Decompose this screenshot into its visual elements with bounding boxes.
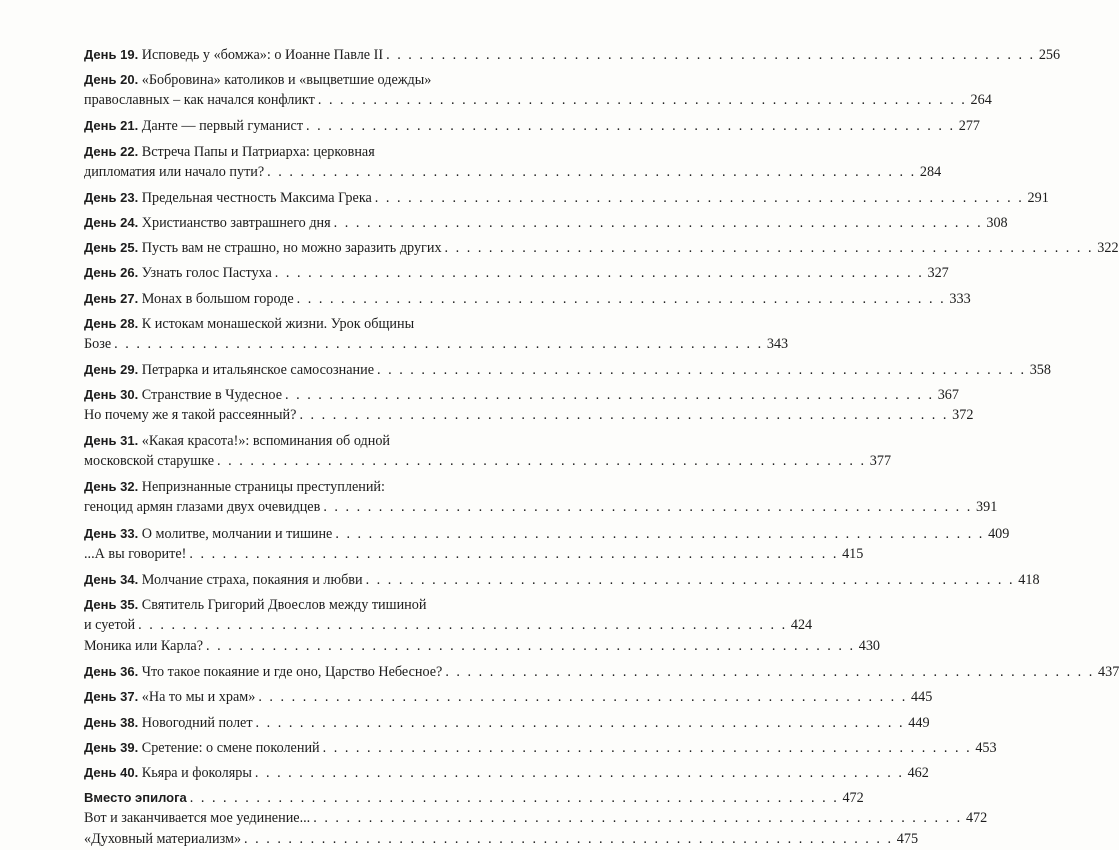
- toc-entry-line: [84, 115, 981, 136]
- toc-entry-line: [84, 90, 992, 111]
- toc-entry-line: [84, 615, 813, 636]
- toc-entry-label: [84, 187, 372, 209]
- toc-entry: [84, 237, 1119, 258]
- toc-leader-dots: [258, 687, 907, 708]
- toc-day-number: День 38.: [84, 714, 139, 730]
- toc-epilogue: [84, 787, 988, 850]
- toc-subentry: [84, 636, 881, 657]
- toc-entry: [84, 141, 942, 183]
- toc-day-number: День 35.: [84, 597, 139, 612]
- toc-entry: [84, 686, 933, 707]
- toc-day-number: День 19.: [84, 47, 139, 62]
- toc-entry-title: московской старушке: [84, 453, 215, 470]
- toc-entry-title: Монах в большом городе: [141, 290, 294, 307]
- toc-day-number: День 39.: [84, 739, 139, 755]
- toc-entry-label: [84, 569, 363, 591]
- toc-entry-line: [84, 430, 514, 451]
- toc-page-number: 322: [1097, 240, 1119, 257]
- toc-entry-label: [84, 141, 375, 163]
- toc-leader-dots: [323, 497, 972, 518]
- toc-entry-line: [84, 451, 892, 472]
- toc-page-number: 372: [952, 407, 974, 424]
- toc-entry-title: Сретение: о смене поколений: [141, 739, 320, 756]
- toc-entry: [84, 384, 974, 426]
- toc-entry-line: [84, 686, 933, 707]
- toc-entry-title: Исповедь у «бомжа»: о Иоанне Павле II: [141, 47, 384, 63]
- toc-day-number: День 28.: [84, 315, 139, 331]
- toc-leader-dots: [377, 360, 1026, 381]
- toc-entry: [84, 262, 949, 283]
- toc-entry-title: и суетой: [84, 617, 136, 633]
- toc-page-number: 367: [937, 387, 959, 404]
- toc-day-number: День 25.: [84, 240, 139, 256]
- toc-entry-label: [84, 288, 294, 310]
- toc-entry-title: «Какая красота!»: вспоминания об одной: [141, 433, 391, 450]
- toc-page-number: 377: [869, 453, 892, 470]
- toc-page-number: 475: [896, 831, 919, 848]
- toc-day-number: День 30.: [84, 387, 139, 403]
- toc-leader-dots: [114, 334, 763, 355]
- toc-entry-line: [84, 569, 1040, 590]
- toc-entry-line: [84, 334, 789, 355]
- toc-subentry-title: Но почему же я такой рассеянный?: [84, 407, 297, 424]
- toc-entry-label: [84, 451, 214, 472]
- toc-entry-line: [84, 313, 514, 334]
- toc-entry: [84, 69, 992, 111]
- toc-entry: [84, 313, 789, 355]
- toc-entry-line: [84, 212, 1008, 233]
- toc-entry-label: [84, 686, 255, 708]
- toc-entry-line: [84, 44, 1061, 65]
- toc-entry-title: Узнать голос Пастуха: [141, 265, 272, 282]
- toc-entry: [84, 212, 1008, 233]
- toc-leader-dots: [189, 544, 838, 565]
- toc-epilogue-item: [84, 808, 988, 829]
- toc-leader-dots: [335, 524, 984, 545]
- toc-day-number: День 36.: [84, 664, 139, 680]
- toc-entry-title: «На то мы и храм»: [141, 689, 256, 706]
- toc-page-number: 277: [958, 118, 981, 135]
- toc-entry-line: [84, 661, 1119, 682]
- toc-page-number: 308: [986, 214, 1008, 231]
- toc-entry: [84, 115, 981, 136]
- toc-entry: [84, 476, 998, 518]
- toc-entry-line: [84, 762, 929, 783]
- toc-page-number: 358: [1029, 361, 1051, 378]
- toc-entry-title: Пусть вам не страшно, но можно заразить других: [141, 240, 442, 257]
- toc-page-number: 424: [790, 617, 813, 633]
- toc-entry-title: К истокам монашеской жизни. Урок общины: [141, 315, 415, 332]
- toc-epilogue-title: Вместо эпилога: [84, 790, 187, 806]
- toc-entry-line: [84, 288, 971, 309]
- toc-leader-dots: [285, 385, 934, 406]
- toc-entry-label: [84, 762, 252, 784]
- toc-epilogue-item: [84, 829, 919, 850]
- toc-entry-label: [84, 594, 426, 616]
- toc-entry-label: [84, 384, 282, 406]
- toc-entry-label: [84, 90, 315, 111]
- toc-entry-label: [84, 69, 431, 91]
- toc-entry-line: [84, 69, 514, 90]
- table-of-contents: [84, 44, 1119, 850]
- toc-page-number: 445: [911, 689, 933, 706]
- toc-leader-dots: [306, 116, 955, 137]
- toc-subentry: [84, 405, 974, 426]
- toc-entry-line: [84, 476, 514, 497]
- toc-entry: [84, 430, 892, 472]
- toc-day-number: День 32.: [84, 479, 139, 495]
- toc-epilogue-item-title: Вот и заканчивается мое уединение...: [84, 810, 311, 827]
- toc-entry-title: Что такое покаяние и где оно, Царство Небесное?: [141, 664, 443, 681]
- toc-page-number: 430: [858, 638, 881, 654]
- toc-entry-title: Странствие в Чудесное: [141, 387, 282, 404]
- toc-entry-label: [84, 712, 253, 734]
- toc-leader-dots: [190, 788, 839, 809]
- toc-entry-title: Христианство завтрашнего дня: [141, 214, 331, 231]
- toc-entry-line: [84, 359, 1051, 380]
- toc-entry-label: [84, 661, 442, 683]
- toc-entry-label: [84, 115, 303, 137]
- toc-page-number: 391: [976, 499, 998, 516]
- toc-leader-dots: [445, 662, 1094, 683]
- toc-entry: [84, 661, 1119, 682]
- toc-page-number: 462: [907, 764, 929, 781]
- toc-page-number: 291: [1027, 189, 1049, 206]
- toc-page-number: 415: [842, 545, 864, 562]
- toc-entry-title: дипломатия или начало пути?: [84, 163, 265, 180]
- toc-entry-label: [84, 615, 135, 636]
- toc-entry-line: [84, 162, 942, 183]
- toc-entry: [84, 187, 1049, 208]
- toc-page-number: 409: [988, 525, 1010, 542]
- toc-leader-dots: [334, 213, 983, 234]
- toc-entry-title: Молчание страха, покаяния и любви: [141, 571, 363, 588]
- toc-entry-title: геноцид армян глазами двух очевидцев: [84, 499, 321, 516]
- toc-entry-label: [84, 44, 383, 66]
- toc-epilogue-heading: [84, 787, 864, 808]
- toc-entry-line: [84, 262, 949, 283]
- toc-leader-dots: [217, 451, 866, 472]
- toc-epilogue-item-title: «Духовный материализм»: [84, 831, 242, 848]
- toc-entry-title: Данте — первый гуманист: [141, 118, 304, 135]
- toc-leader-dots: [299, 405, 948, 426]
- toc-leader-dots: [255, 763, 904, 784]
- toc-entry: [84, 762, 929, 783]
- toc-page-number: 449: [908, 714, 930, 731]
- toc-page-number: 333: [949, 290, 971, 307]
- toc-entry: [84, 569, 1040, 590]
- toc-day-number: День 27.: [84, 290, 139, 306]
- toc-entry: [84, 712, 930, 733]
- toc-entry-label: [84, 737, 320, 759]
- toc-day-number: День 33.: [84, 525, 139, 541]
- toc-leader-dots: [323, 738, 972, 759]
- toc-entry: [84, 288, 971, 309]
- toc-day-number: День 21.: [84, 118, 139, 134]
- toc-entry-line: [84, 737, 997, 758]
- toc-day-number: День 34.: [84, 571, 139, 587]
- toc-entry-title: Святитель Григорий Двоеслов между тишиной: [141, 597, 427, 613]
- toc-subentry-title: Моника или Карла?: [84, 638, 204, 654]
- toc-entry-label: [84, 237, 442, 259]
- toc-leader-dots: [386, 45, 1035, 66]
- toc-entry-line: [84, 712, 930, 733]
- toc-day-number: День 29.: [84, 361, 139, 377]
- toc-day-number: День 20.: [84, 72, 139, 88]
- toc-page-number: 256: [1038, 47, 1061, 63]
- toc-entry-title: Непризнанные страницы преступлений:: [141, 479, 385, 496]
- toc-day-number: День 22.: [84, 143, 139, 159]
- toc-page-number: 343: [766, 335, 789, 352]
- toc-leader-dots: [313, 808, 962, 829]
- toc-entry-line: [84, 384, 959, 405]
- toc-day-number: День 31.: [84, 433, 139, 449]
- toc-entry-title: православных – как начался конфликт: [84, 92, 315, 109]
- toc-day-number: День 26.: [84, 265, 139, 281]
- toc-entry-title: О молитве, молчании и тишине: [141, 525, 333, 542]
- toc-entry-label: [84, 430, 390, 452]
- toc-entry-title: Кьяра и фоколяры: [141, 764, 252, 781]
- toc-entry-label: [84, 212, 331, 234]
- toc-entry-line: [84, 523, 1010, 544]
- toc-entry: [84, 523, 1010, 565]
- toc-page-number: 264: [970, 92, 992, 109]
- toc-page-number: 437: [1098, 664, 1119, 681]
- toc-entry: [84, 594, 881, 657]
- toc-entry-title: Встреча Папы и Патриарха: церковная: [141, 143, 375, 160]
- toc-entry-line: [84, 187, 1049, 208]
- toc-day-number: День 40.: [84, 764, 139, 780]
- toc-subentry: [84, 544, 864, 565]
- toc-leader-dots: [275, 263, 924, 284]
- toc-leader-dots: [318, 90, 967, 111]
- toc-entry-title: «Бобровина» католиков и «выцветшие одежды»: [141, 72, 432, 89]
- toc-page-number: 284: [919, 163, 942, 180]
- toc-entry-label: [84, 523, 332, 545]
- toc-entry-label: [84, 497, 320, 518]
- toc-entry-title: Новогодний полет: [141, 714, 253, 731]
- toc-entry-label: [84, 162, 264, 183]
- toc-leader-dots: [297, 289, 946, 310]
- toc-entry-label: [84, 313, 414, 335]
- toc-leader-dots: [138, 615, 787, 636]
- toc-subentry-title: ...А вы говорите!: [84, 545, 187, 562]
- toc-entry-label: [84, 359, 374, 381]
- toc-leader-dots: [445, 238, 1094, 259]
- toc-leader-dots: [256, 713, 905, 734]
- toc-entry-line: [84, 497, 998, 518]
- toc-entry: [84, 359, 1051, 380]
- toc-entry-label: [84, 476, 385, 498]
- toc-leader-dots: [375, 188, 1024, 209]
- toc-page-number: 472: [842, 790, 864, 807]
- toc-leader-dots: [366, 570, 1015, 591]
- toc-entry-title: Предельная честность Максима Грека: [141, 189, 372, 206]
- toc-entry: [84, 737, 997, 758]
- toc-leader-dots: [267, 162, 916, 183]
- toc-day-number: День 24.: [84, 214, 139, 230]
- toc-page-number: 453: [975, 739, 997, 756]
- toc-day-number: День 37.: [84, 689, 139, 705]
- toc-page-number: 472: [965, 810, 988, 827]
- toc-entry-line: [84, 237, 1119, 258]
- toc-entry-title: Бозе: [84, 335, 112, 352]
- toc-leader-dots: [244, 829, 893, 850]
- toc-entry-line: [84, 141, 514, 162]
- toc-entry: [84, 44, 1061, 65]
- toc-entry-title: Петрарка и итальянское самосознание: [141, 361, 374, 378]
- toc-page-number: 418: [1018, 571, 1040, 588]
- toc-leader-dots: [206, 636, 855, 657]
- toc-page-number: 327: [927, 265, 949, 282]
- toc-day-number: День 23.: [84, 189, 139, 205]
- toc-entry-label: [84, 262, 272, 284]
- toc-entry-line: [84, 594, 514, 615]
- toc-entry-label: [84, 334, 111, 355]
